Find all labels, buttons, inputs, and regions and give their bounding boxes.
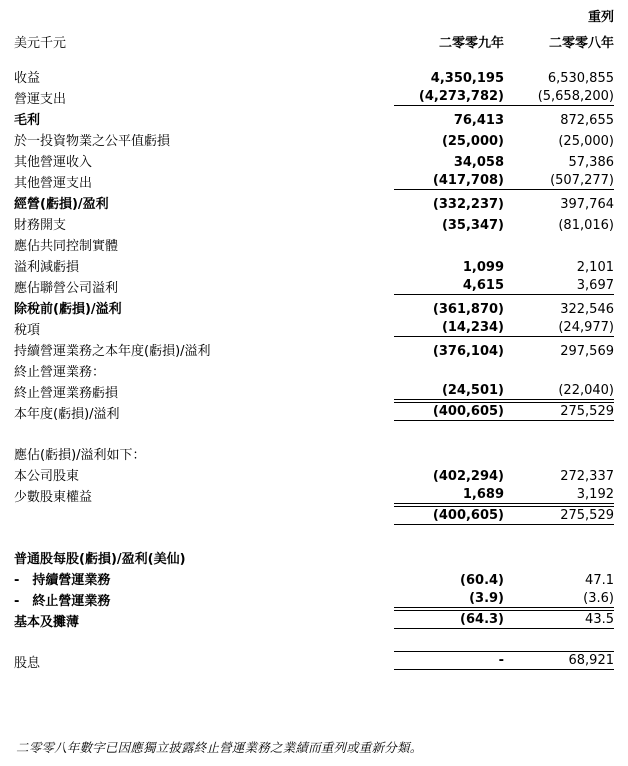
row-value-2-text: 275,529: [504, 506, 614, 525]
row-value-1-text: (417,708): [394, 174, 504, 190]
row-value-1: [394, 127, 504, 148]
row-value-1-text: (332,237): [432, 197, 504, 212]
table-row: [14, 127, 614, 148]
row-value-2: [504, 274, 614, 295]
row-value-1: [394, 608, 504, 629]
restated-spacer-y1: [394, 0, 504, 24]
row-value-2: [504, 441, 614, 462]
row-label: [14, 504, 394, 525]
row-value-2-text: (22,040): [504, 384, 614, 400]
row-label: 應佔共同控制實體: [14, 239, 119, 254]
header-gap-row: [14, 50, 614, 64]
row-label: 應佔(虧損)/溢利如下：: [14, 448, 146, 463]
row-value-1-text: 76,413: [453, 113, 504, 128]
row-value-1-text: (24,501): [394, 384, 504, 400]
table-row: [14, 253, 614, 274]
row-label: 本年度(虧損)/溢利: [14, 407, 120, 422]
row-value-1: [394, 629, 504, 649]
row-value-2-text: 272,337: [560, 469, 614, 484]
row-value-2: [504, 211, 614, 232]
row-value-2: [504, 608, 614, 629]
row-value-2: [504, 106, 614, 127]
row-label: [14, 421, 394, 441]
row-value-2: [504, 337, 614, 358]
row-value-2-text: (3.6): [504, 592, 614, 608]
row-value-1: [394, 400, 504, 421]
row-value-1-text: (25,000): [441, 134, 504, 149]
table-row: [14, 462, 614, 483]
row-value-2-text: 43.5: [504, 610, 614, 629]
row-value-1: [394, 462, 504, 483]
row-value-2-text: (81,016): [558, 218, 614, 233]
row-value-1: [394, 379, 504, 400]
row-value-1: [394, 211, 504, 232]
table-row: [14, 566, 614, 587]
row-value-2: [504, 64, 614, 85]
row-label: [14, 629, 394, 649]
table-row: [14, 441, 614, 462]
row-value-1: [394, 148, 504, 169]
row-value-1: [394, 566, 504, 587]
row-label: 終止營運業務虧損: [14, 386, 119, 401]
row-label: 持續營運業務之本年度(虧損)/溢利: [14, 344, 211, 359]
row-value-2-text: 3,697: [504, 279, 614, 295]
table-row: [14, 504, 614, 525]
footnote: 二零零八年數字已因應獨立披露終止營運業務之業績而重列或重新分類。: [16, 740, 423, 755]
row-value-2: [504, 462, 614, 483]
row-label: 營運支出: [14, 92, 67, 107]
row-value-2: [504, 504, 614, 525]
restated-header-row: [14, 0, 614, 24]
row-label: 稅項: [14, 323, 41, 338]
row-value-2: [504, 566, 614, 587]
table-row: [14, 64, 614, 85]
row-value-1: [394, 587, 504, 608]
row-value-2: [504, 316, 614, 337]
row-value-1: [394, 316, 504, 337]
row-value-2-text: 47.1: [585, 573, 614, 588]
table-row: [14, 190, 614, 211]
row-value-2: [504, 649, 614, 670]
row-value-1-text: 1,099: [462, 260, 504, 275]
row-value-2: [504, 629, 614, 649]
row-value-1-text: (400,605): [394, 506, 504, 525]
table-row: [14, 232, 614, 253]
row-value-1: [394, 295, 504, 316]
table-row: [14, 545, 614, 566]
row-label: 應佔聯營公司溢利: [14, 281, 119, 296]
table-row: [14, 649, 614, 670]
column-header-year-1: 二零零九年: [438, 36, 504, 51]
row-label: 基本及攤薄: [14, 615, 80, 630]
row-value-2-text: 322,546: [560, 302, 614, 317]
column-header-year-2: 二零零八年: [548, 36, 614, 51]
row-value-2: [504, 85, 614, 106]
row-value-2-text: (25,000): [558, 134, 614, 149]
row-value-2-text: 3,192: [504, 488, 614, 504]
row-value-1: [394, 525, 504, 545]
row-label: 於一投資物業之公平值虧損: [14, 134, 171, 149]
row-value-2: [504, 379, 614, 400]
row-value-2: [504, 127, 614, 148]
header-gap-cell-label: [14, 50, 394, 64]
row-value-2: [504, 525, 614, 545]
row-label: 其他營運收入: [14, 155, 93, 170]
table-row: [14, 169, 614, 190]
row-value-2: [504, 190, 614, 211]
row-label: 其他營運支出: [14, 176, 93, 191]
row-value-2-text: 275,529: [504, 402, 614, 421]
row-value-1: [394, 441, 504, 462]
row-label: 除稅前(虧損)/溢利: [14, 302, 122, 317]
row-value-1-text: (60.4): [460, 573, 504, 588]
restated-spacer: [14, 0, 394, 24]
row-label: 普通股每股(虧損)/盈利(美仙): [14, 552, 186, 567]
row-value-1: [394, 106, 504, 127]
row-value-1: [394, 169, 504, 190]
row-label: 經營(虧損)/盈利: [14, 197, 109, 212]
row-value-2: [504, 400, 614, 421]
row-label: 收益: [14, 71, 41, 86]
restated-label: 重列: [587, 10, 614, 25]
row-value-1: [394, 504, 504, 525]
table-row: [14, 337, 614, 358]
row-value-2-text: (24,977): [504, 321, 614, 337]
row-value-2-text: (5,658,200): [504, 90, 614, 106]
row-value-1-text: -: [394, 651, 504, 670]
row-value-2-text: 2,101: [576, 260, 614, 275]
table-row: [14, 274, 614, 295]
row-value-1: [394, 483, 504, 504]
table-row: [14, 106, 614, 127]
table-row: [14, 629, 614, 649]
table-row: [14, 295, 614, 316]
table-row: [14, 85, 614, 106]
row-value-1: [394, 545, 504, 566]
row-value-1-text: 34,058: [453, 155, 504, 170]
row-value-2-text: 57,386: [568, 155, 614, 170]
row-value-2-text: 68,921: [504, 651, 614, 670]
row-value-1: [394, 190, 504, 211]
header-gap-cell-y1: [394, 50, 504, 64]
row-value-1-text: 4,350,195: [430, 71, 504, 86]
row-label: 毛利: [14, 113, 41, 128]
income-statement-table: [14, 0, 614, 670]
row-value-1: [394, 64, 504, 85]
row-value-1: [394, 337, 504, 358]
row-label: 終止營運業務：: [14, 365, 106, 380]
row-value-1: [394, 232, 504, 253]
table-row: [14, 483, 614, 504]
row-value-2: [504, 148, 614, 169]
row-label: 少數股東權益: [14, 490, 93, 505]
row-value-2-text: 297,569: [560, 344, 614, 359]
row-value-1-text: (376,104): [432, 344, 504, 359]
row-value-2: [504, 232, 614, 253]
table-row: [14, 525, 614, 545]
table-row: [14, 211, 614, 232]
row-value-1: [394, 358, 504, 379]
row-value-2-text: 397,764: [560, 197, 614, 212]
row-value-1: [394, 421, 504, 441]
row-label: [14, 525, 394, 545]
row-value-2-text: (507,277): [504, 174, 614, 190]
row-value-1-text: (4,273,782): [394, 90, 504, 106]
row-value-2: [504, 421, 614, 441]
row-value-1-text: (35,347): [441, 218, 504, 233]
row-label: - 終止營運業務: [14, 594, 111, 609]
row-value-1: [394, 274, 504, 295]
row-value-2-text: 6,530,855: [547, 71, 614, 86]
header-gap-cell-y2: [504, 50, 614, 64]
row-value-2: [504, 358, 614, 379]
table-row: [14, 358, 614, 379]
table-row: [14, 587, 614, 608]
row-label: - 持續營運業務: [14, 573, 111, 588]
column-header-row: [14, 24, 614, 50]
row-value-1-text: (3.9): [394, 592, 504, 608]
row-value-2: [504, 587, 614, 608]
table-body: [14, 64, 614, 670]
row-value-1-text: (14,234): [394, 321, 504, 337]
unit-label: 美元千元: [14, 36, 67, 51]
row-label: 本公司股東: [14, 469, 80, 484]
row-value-1-text: (400,605): [394, 402, 504, 421]
row-value-2: [504, 253, 614, 274]
table-row: [14, 379, 614, 400]
table-header: [14, 0, 614, 64]
row-value-1-text: (361,870): [432, 302, 504, 317]
row-value-2-text: 872,655: [560, 113, 614, 128]
table-row: [14, 148, 614, 169]
table-row: [14, 400, 614, 421]
row-label: 財務開支: [14, 218, 67, 233]
row-label: 溢利減虧損: [14, 260, 80, 275]
row-value-1: [394, 649, 504, 670]
row-value-1-text: (64.3): [394, 610, 504, 629]
table-row: [14, 316, 614, 337]
row-value-1-text: 1,689: [394, 488, 504, 504]
table-row: [14, 421, 614, 441]
row-value-1-text: 4,615: [394, 279, 504, 295]
row-value-1: [394, 85, 504, 106]
row-value-2: [504, 545, 614, 566]
row-value-2: [504, 295, 614, 316]
row-value-2: [504, 483, 614, 504]
table-row: [14, 608, 614, 629]
row-value-1: [394, 253, 504, 274]
row-label: 股息: [14, 656, 41, 671]
row-value-2: [504, 169, 614, 190]
row-value-1-text: (402,294): [432, 469, 504, 484]
